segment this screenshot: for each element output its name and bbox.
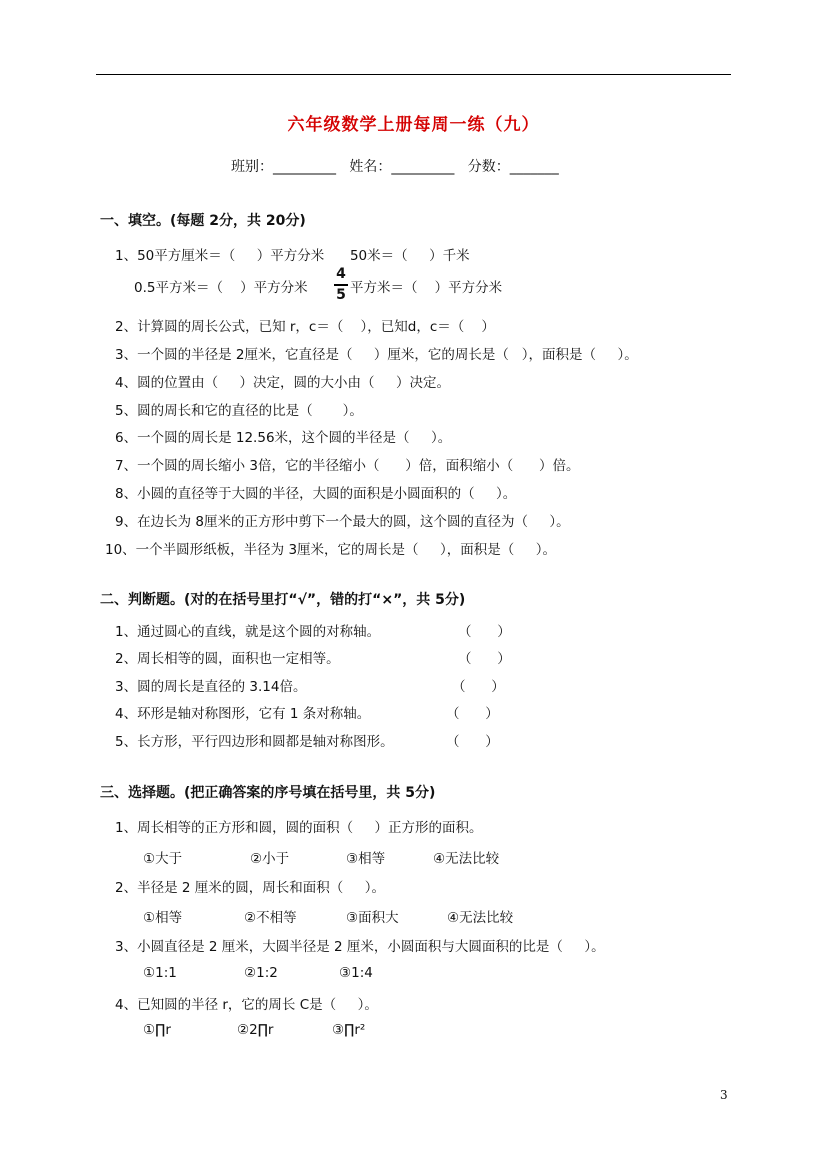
section-2-heading: 二、判断题。(对的在括号里打“√”，错的打“×”，共 5分)	[100, 592, 466, 608]
choice-option-4-2: ②2∏r	[237, 1022, 274, 1038]
choice-option-2-2: ②不相等	[244, 910, 297, 926]
choice-option-3-3: ③1:4	[339, 965, 373, 981]
judge-item-4: 4、环形是轴对称图形，它有 1 条对称轴。	[115, 706, 371, 722]
page-number: 3	[720, 1088, 728, 1102]
choice-option-2-1: ①相等	[143, 910, 183, 926]
choice-option-1-3: ③相等	[346, 851, 386, 867]
choice-option-1-4: ④无法比较	[433, 851, 500, 867]
question-1-5: 5、圆的周长和它的直径的比是（ ）。	[115, 403, 363, 419]
section-1-heading: 一、填空。(每题 2分，共 20分)	[100, 213, 306, 229]
judge-answer-paren-4[interactable]: （ ）	[446, 706, 499, 722]
judge-item-1: 1、通过圆心的直线，就是这个圆的对称轴。	[115, 624, 381, 640]
judge-item-5: 5、长方形，平行四边形和圆都是轴对称图形。	[115, 734, 394, 750]
section-3-heading: 三、选择题。(把正确答案的序号填在括号里，共 5分)	[100, 785, 436, 801]
choice-question-2: 2、半径是 2 厘米的圆，周长和面积（ ）。	[115, 880, 385, 896]
question-1-4: 4、圆的位置由（ ）决定，圆的大小由（ ）决定。	[115, 375, 451, 391]
choice-option-4-3: ③∏r²	[332, 1022, 366, 1038]
header-rule	[96, 74, 731, 75]
judge-answer-paren-2[interactable]: （ ）	[458, 651, 511, 667]
choice-question-1: 1、周长相等的正方形和圆，圆的面积（ ）正方形的面积。	[115, 820, 483, 836]
choice-option-3-2: ②1:2	[244, 965, 278, 981]
choice-question-3: 3、小圆直径是 2 厘米，大圆半径是 2 厘米，小圆面积与大圆面积的比是（ ）。	[115, 939, 605, 955]
question-1-10: 10、一个半圆形纸板，半径为 3厘米，它的周长是（ ），面积是（ ）。	[105, 542, 556, 558]
fraction-four-fifths	[334, 266, 348, 304]
judge-answer-paren-5[interactable]: （ ）	[446, 734, 499, 750]
choice-question-4: 4、已知圆的半径 r，它的周长 C是（ ）。	[115, 997, 378, 1013]
choice-option-4-1: ①∏r	[143, 1022, 171, 1038]
judge-answer-paren-3[interactable]: （ ）	[452, 679, 505, 695]
judge-answer-paren-1[interactable]: （ ）	[458, 624, 511, 640]
question-1-2: 2、计算圆的周长公式，已知 r，c＝（ ），已知d，c＝（ ）	[115, 319, 495, 335]
question-1-3: 3、一个圆的半径是 2厘米，它直径是（ ）厘米，它的周长是（ ），面积是（ ）。	[115, 347, 638, 363]
choice-option-2-4: ④无法比较	[447, 910, 514, 926]
question-1-1b-left: 0.5平方米＝（ ）平方分米	[134, 280, 308, 296]
choice-option-2-3: ③面积大	[346, 910, 399, 926]
fraction-denominator: 5	[336, 286, 346, 303]
question-1-6: 6、一个圆的周长是 12.56米，这个圆的半径是（ ）。	[115, 430, 452, 446]
student-info-line: 班别：_________ 姓名：_________ 分数：_______	[231, 159, 559, 175]
choice-option-1-2: ②小于	[250, 851, 290, 867]
fraction-bar	[334, 284, 348, 286]
page-title: 六年级数学上册每周一练（九）	[287, 115, 540, 135]
question-1-8: 8、小圆的直径等于大圆的半径，大圆的面积是小圆面积的（ ）。	[115, 486, 517, 502]
question-1-9: 9、在边长为 8厘米的正方形中剪下一个最大的圆，这个圆的直径为（ ）。	[115, 514, 570, 530]
fraction-numerator: 4	[336, 266, 346, 282]
question-1-1a: 1、50平方厘米＝（ ）平方分米 50米＝（ ）千米	[115, 248, 470, 264]
question-1-1b-right: 平方米＝（ ）平方分米	[350, 280, 503, 296]
judge-item-2: 2、周长相等的圆，面积也一定相等。	[115, 651, 340, 667]
judge-item-3: 3、圆的周长是直径的 3.14倍。	[115, 679, 307, 695]
choice-option-3-1: ①1:1	[143, 965, 177, 981]
question-1-7: 7、一个圆的周长缩小 3倍，它的半径缩小（ ）倍，面积缩小（ ）倍。	[115, 458, 580, 474]
choice-option-1-1: ①大于	[143, 851, 183, 867]
